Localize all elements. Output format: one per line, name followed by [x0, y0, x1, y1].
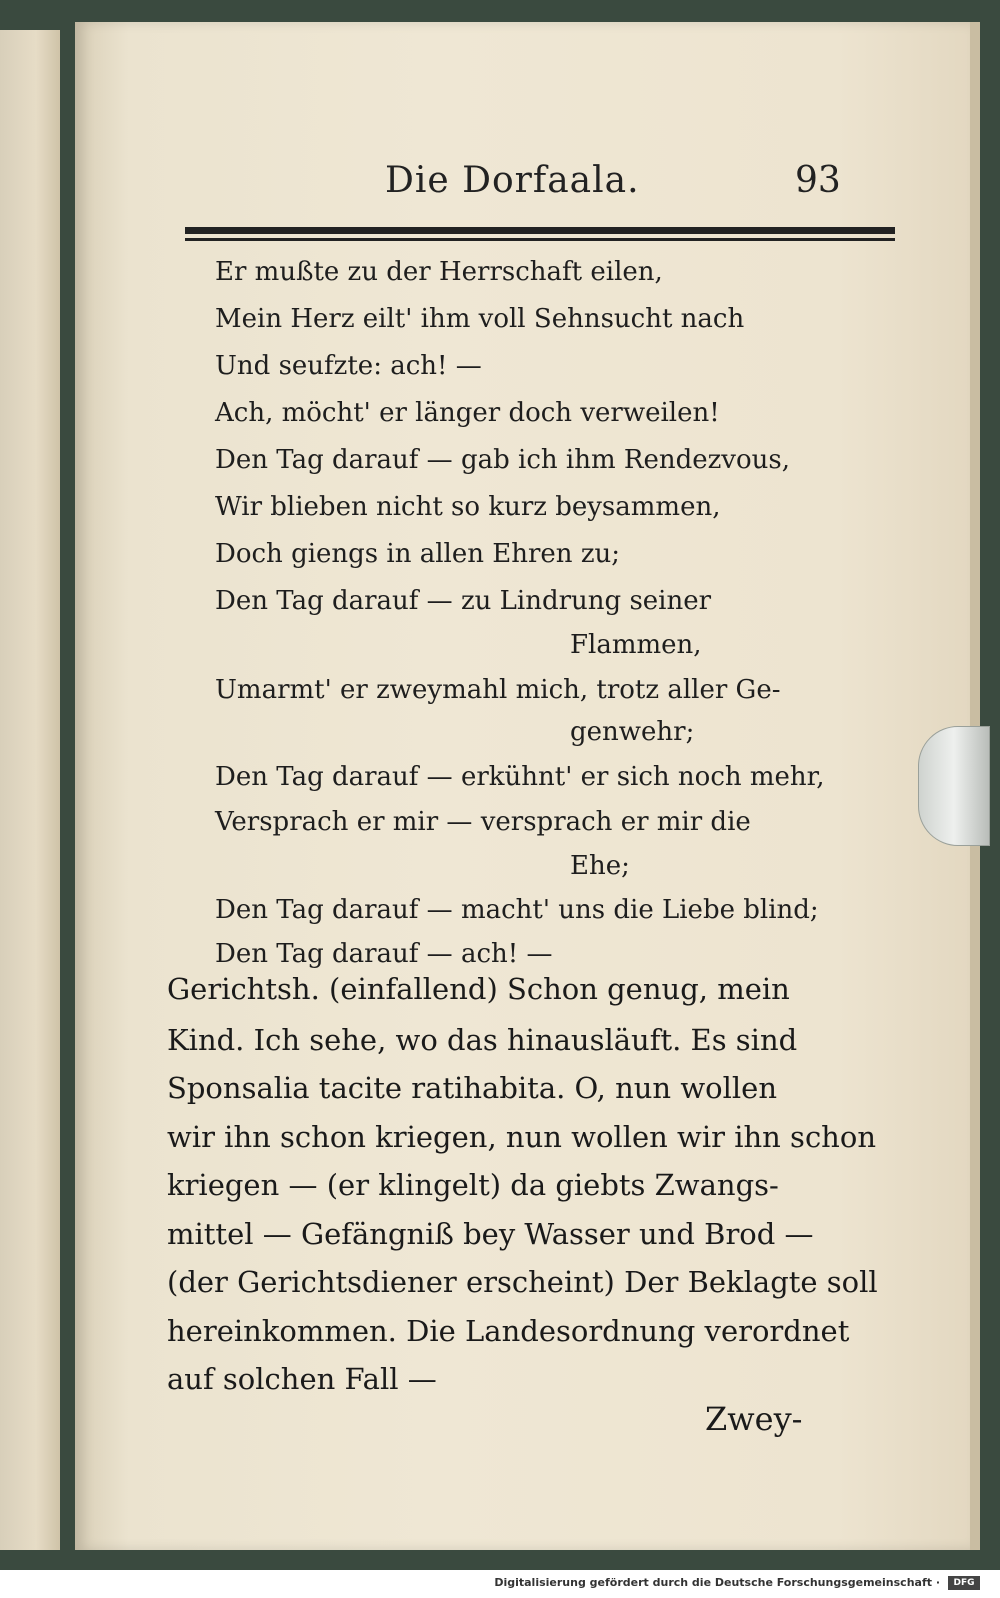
footer-credit: Digitalisierung gefördert durch die Deutsche Forschungsgemeinschaft ·	[494, 1576, 940, 1589]
header-rule-thick	[185, 227, 895, 234]
verse-line: Doch giengs in allen Ehren zu;	[215, 539, 621, 569]
prose-line: auf solchen Fall —	[167, 1362, 437, 1396]
verse-line: Ehe;	[570, 851, 630, 881]
prose-line: mittel — Gefängniß bey Wasser und Brod —	[167, 1217, 814, 1251]
verse-line: Wir blieben nicht so kurz beysammen,	[215, 492, 721, 522]
verse-line: Den Tag darauf — gab ich ihm Rendezvous,	[215, 445, 790, 475]
verse-line: Den Tag darauf — erkühnt' er sich noch mehr,	[215, 762, 825, 792]
page-header	[75, 160, 970, 210]
prose-line: Gerichtsh. (einfallend) Schon genug, mein	[167, 972, 790, 1006]
verse-line: Er mußte zu der Herrschaft eilen,	[215, 257, 663, 287]
verse-line: Flammen,	[570, 630, 702, 660]
verse-line: Den Tag darauf — zu Lindrung seiner	[215, 586, 712, 616]
prose-line: hereinkommen. Die Landesordnung verordnet	[167, 1314, 850, 1348]
running-title: Die Dorfaala.	[385, 160, 640, 201]
verse-line: Mein Herz eilt' ihm voll Sehnsucht nach	[215, 304, 745, 334]
verse-line: Den Tag darauf — ach! —	[215, 939, 553, 969]
prose-line: wir ihn schon kriegen, nun wollen wir ihn schon	[167, 1120, 876, 1154]
verse-line: Ach, möcht' er länger doch verweilen!	[215, 398, 720, 428]
footer-bar	[0, 1570, 1000, 1598]
prose-line: Kind. Ich sehe, wo das hinausläuft. Es sind	[167, 1023, 798, 1057]
previous-page-edge	[0, 30, 60, 1550]
prose-line: (der Gerichtsdiener erscheint) Der Beklagte soll	[167, 1265, 878, 1299]
page-clip	[918, 726, 990, 846]
prose-line: Sponsalia tacite ratihabita. O, nun wollen	[167, 1071, 777, 1105]
header-rule-thin	[185, 238, 895, 241]
dfg-logo-icon: DFG	[948, 1576, 980, 1590]
verse-line: genwehr;	[570, 717, 695, 747]
prose-line: kriegen — (er klingelt) da giebts Zwangs-	[167, 1168, 779, 1202]
book-page	[75, 22, 970, 1550]
verse-line: Umarmt' er zweymahl mich, trotz aller Ge-	[215, 675, 781, 705]
verse-line: Versprach er mir — versprach er mir die	[215, 807, 751, 837]
verse-line: Den Tag darauf — macht' uns die Liebe blind;	[215, 895, 819, 925]
catchword: Zwey-	[705, 1400, 803, 1438]
verse-line: Und seufzte: ach! —	[215, 351, 482, 381]
page-number: 93	[795, 160, 841, 201]
